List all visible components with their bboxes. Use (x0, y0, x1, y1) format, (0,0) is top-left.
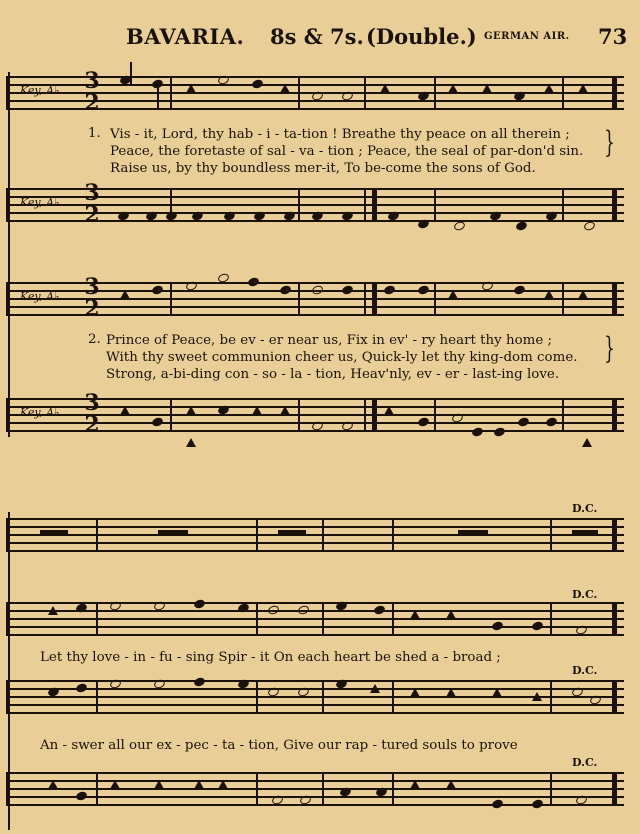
page-header (0, 24, 640, 58)
note (280, 84, 290, 93)
verse-brace: } (604, 125, 615, 160)
note (544, 84, 554, 93)
note (380, 84, 390, 93)
verse-2-line-2: With thy sweet communion cheer us, Quick-ly let thy king-dom come. (106, 350, 578, 365)
verse-2-line-1: Prince of Peace, be ev - er near us, Fix in ev' - ry heart thy home ; (106, 333, 553, 348)
key-signature-label: Key, A♭ (20, 84, 60, 97)
hymn-meter-qualifier: (Double.) (366, 24, 477, 49)
dc-marking: D.C. (572, 756, 598, 769)
tune-name: GERMAN AIR. (484, 31, 570, 42)
verse-number: 1. (88, 126, 101, 141)
verse-2-line-3: Strong, a-bi-ding con - so - la - tion, Heav'nly, ev - er - last-ing love. (106, 367, 560, 382)
note (186, 84, 196, 93)
key-signature-label: Key, A♭ (20, 290, 60, 303)
system-bracket (8, 72, 10, 437)
verse-1-line-3: Raise us, by thy boundless mer-it, To be-come the sons of God. (110, 161, 536, 176)
verse-1-line-2: Peace, the foretaste of sal - va - tion ; Peace, the seal of par-don'd sin. (110, 144, 584, 159)
chorus-line-2: An - swer all our ex - pec - ta - tion, Give our rap - tured souls to prove (40, 738, 518, 753)
note (251, 78, 264, 89)
whole-rest (158, 530, 188, 535)
note (448, 84, 458, 93)
verse-1-line-1: Vis - it, Lord, thy hab - i - ta-tion ! Breathe thy peace on all therein ; (110, 127, 570, 142)
dc-marking: D.C. (572, 588, 598, 601)
time-signature: 3 2 (84, 274, 100, 322)
staff-bass-1 (6, 390, 624, 438)
whole-rest (40, 530, 68, 535)
key-signature-label: Key, A♭ (20, 406, 60, 419)
time-signature: 3 2 (84, 180, 100, 228)
key-signature-label: Key, A♭ (20, 196, 60, 209)
verse-brace: } (604, 331, 615, 366)
dc-marking: D.C. (572, 664, 598, 677)
staff-chorus-4 (6, 772, 624, 806)
note (482, 84, 492, 93)
dc-marking: D.C. (572, 502, 598, 515)
chorus-line-1: Let thy love - in - fu - sing Spir - it On each heart be shed a - broad ; (40, 650, 501, 665)
staff-treble-1 (6, 68, 624, 116)
page-number: 73 (598, 24, 628, 49)
time-signature: 3 2 (84, 68, 100, 116)
hymn-meter: 8s & 7s. (270, 24, 364, 49)
whole-rest (458, 530, 488, 535)
staff-chorus-2 (6, 602, 624, 636)
staff-chorus-1 (6, 518, 624, 552)
staff-chorus-3 (6, 680, 624, 714)
note (578, 84, 588, 93)
staff-treble-2 (6, 274, 624, 322)
whole-rest (572, 530, 598, 535)
staff-alto-1 (6, 180, 624, 228)
whole-rest (278, 530, 306, 535)
time-signature: 3 2 (84, 390, 100, 438)
verse-number: 2. (88, 332, 101, 347)
hymn-title: BAVARIA. (126, 24, 245, 49)
